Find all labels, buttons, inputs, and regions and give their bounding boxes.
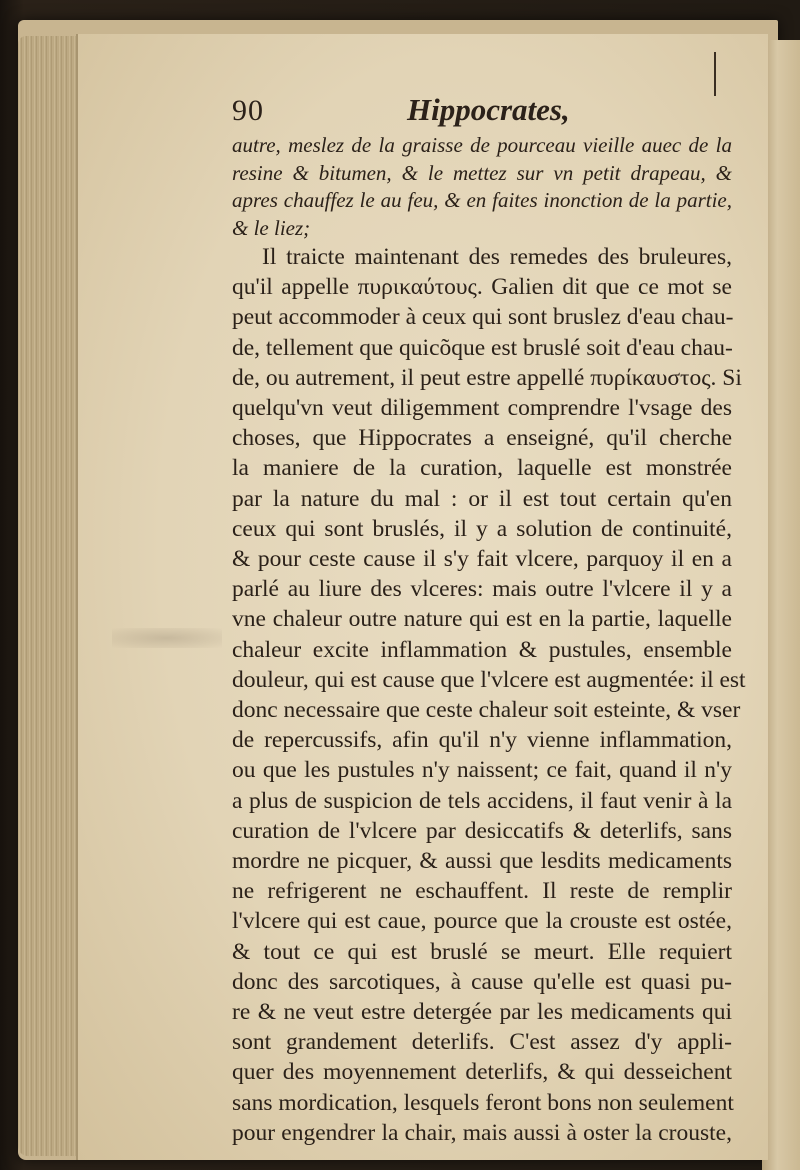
body-line: la maniere de la curation, laquelle est monstrée: [232, 455, 732, 482]
body-line: choses, que Hippocrates a enseigné, qu'il cherche: [232, 425, 732, 452]
body-line: douleur, qui est cause que l'vlcere est augmentée: il est: [232, 666, 746, 693]
body-line: curation de l'vlcere par desiccatifs & deterlifs, sans: [232, 817, 732, 844]
body-line: de repercussifs, afin qu'il n'y vienne inflammation,: [232, 727, 732, 754]
body-line: pour engendrer la chair, mais aussi à oster la crouste,: [232, 1119, 732, 1146]
body-line: a plus de suspicion de tels accidens, il faut venir à la: [232, 787, 732, 814]
body-line: quelqu'vn veut diligemment comprendre l'vsage des: [232, 395, 732, 422]
body-line: par la nature du mal : or il est tout certain qu'en: [232, 485, 732, 512]
body-line: mordre ne picquer, & aussi que lesdits medicaments: [232, 848, 732, 875]
body-line: ceux qui sont bruslés, il y a solution de continuité,: [232, 515, 732, 542]
ink-smudge: [112, 628, 222, 648]
body-line: parlé au liure des vlceres: mais outre l'vlcere il y a: [232, 576, 732, 603]
body-line: sans mordication, lesquels feront bons non seulement: [232, 1089, 734, 1116]
italic-passage: autre, meslez de la graisse de pourceau vieille auec de la resine & bitumen, & le mettez sur vn petit drapeau, & apres chauffez le au feu, & en faites inonction de la partie, & le liez;: [232, 133, 732, 240]
page-stack-edge: [18, 36, 82, 1156]
body-paragraph: [232, 242, 746, 1148]
body-line: & pour ceste cause il s'y fait vlcere, parquoy il en a: [232, 546, 732, 573]
body-line: qu'il appelle πυρικαύτους. Galien dit que ce mot se: [232, 274, 732, 301]
body-line: ne refrigerent ne eschauffent. Il reste de remplir: [232, 878, 732, 905]
body-line: l'vlcere qui est caue, pource que la crouste est ostée,: [232, 908, 732, 935]
margin-mark: [702, 52, 716, 96]
page-number: 90: [232, 94, 264, 127]
body-line: de, ou autrement, il peut estre appellé πυρίκαυστος. Si: [232, 364, 742, 391]
body-line: & tout ce qui est bruslé se meurt. Elle requiert: [232, 938, 732, 965]
body-line: re & ne veut estre detergée par les medicaments qui: [232, 999, 732, 1026]
page-header: [232, 92, 732, 132]
page-text: [232, 92, 746, 1148]
body-line: peut accommoder à ceux qui sont bruslez d'eau chau-: [232, 304, 734, 331]
body-line: sont grandement deterlifs. C'est assez d'y appli-: [232, 1029, 732, 1056]
body-line: donc necessaire que ceste chaleur soit esteinte, & vser: [232, 697, 741, 724]
running-title: Hippocrates,: [407, 92, 570, 127]
body-line: vne chaleur outre nature qui est en la partie, laquelle: [232, 606, 732, 633]
body-line: ou que les pustules n'y naissent; ce fait, quand il n'y: [232, 757, 732, 784]
body-line: quer des moyennement deterlifs, & qui desseichent: [232, 1059, 732, 1086]
body-line: chaleur excite inflammation & pustules, ensemble: [232, 636, 732, 663]
body-line: Il traicte maintenant des remedes des bruleures,: [262, 244, 732, 270]
body-line: donc des sarcotiques, à cause qu'elle est quasi pu-: [232, 968, 732, 995]
body-line: de, tellement que quicõque est bruslé soit d'eau chau-: [232, 334, 733, 361]
